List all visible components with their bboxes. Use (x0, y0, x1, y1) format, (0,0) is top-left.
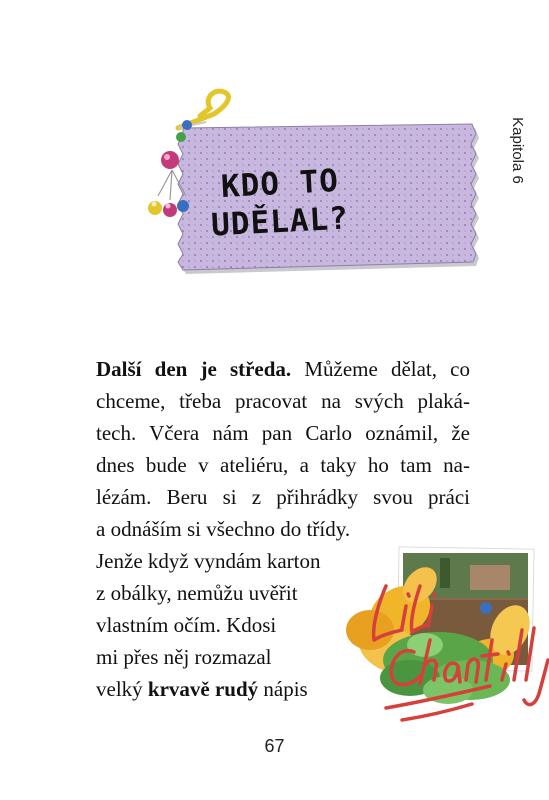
body-line: dnes bude v ateliéru, a taky ho tam na- (96, 453, 470, 477)
body-line-text: velký (96, 677, 148, 701)
body-line-text: Můžeme dělat, co (291, 357, 470, 381)
body-line: vlastním očím. Kdosi (96, 613, 277, 637)
page-number: 67 (264, 736, 285, 756)
chapter-side-label-text: Kapitola 6 (508, 116, 526, 184)
body-line-bold: Další den je středa. (96, 357, 292, 381)
chapter-side-label (504, 95, 530, 205)
body-line-bold: krvavě rudý (147, 677, 259, 701)
body-line: chceme, třeba pracovat na svých plaká- (96, 389, 470, 413)
body-line: mi přes něj rozmazal (96, 645, 272, 669)
body-line (96, 354, 470, 384)
body-line: lézám. Beru si z přihrádky svou práci (96, 485, 470, 509)
chapter-title-line1: KDO TO (220, 162, 340, 206)
body-line-text: nápis (258, 677, 308, 701)
chapter-title-line2: UDĚLAL? (210, 200, 350, 244)
body-line (96, 674, 346, 704)
body-line: z obálky, nemůžu uvěřit (96, 581, 298, 605)
photo-decoration (346, 547, 548, 720)
body-line: tech. Včera nám pan Carlo oznámil, že (96, 421, 470, 445)
body-line: Jenže když vyndám karton (96, 549, 321, 573)
body-line: a odnáším si všechno do třídy. (96, 517, 351, 541)
